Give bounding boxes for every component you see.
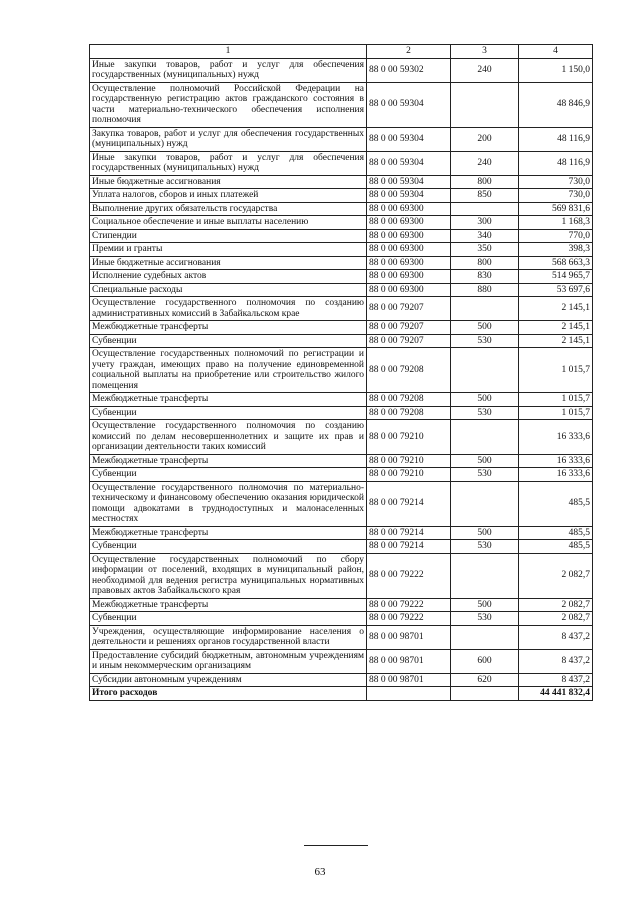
row-kvr: [451, 297, 519, 321]
row-sum: 48 116,9: [519, 151, 593, 175]
table-row: [90, 393, 593, 407]
total-kvr-cell: [451, 687, 519, 701]
row-name: Межбюджетные трансферты: [90, 526, 367, 540]
row-code: 88 0 00 79222: [367, 612, 451, 626]
row-name: Субвенции: [90, 612, 367, 626]
row-name: Уплата налогов, сборов и иных платежей: [90, 189, 367, 203]
table-row: [90, 189, 593, 203]
row-sum: 730,0: [519, 189, 593, 203]
row-name: Субвенции: [90, 468, 367, 482]
table-row: [90, 216, 593, 230]
table-row: [90, 151, 593, 175]
row-code: 88 0 00 69300: [367, 202, 451, 216]
row-kvr: 300: [451, 216, 519, 230]
row-sum: 1 015,7: [519, 406, 593, 420]
table-row: [90, 598, 593, 612]
table-row: [90, 625, 593, 649]
row-sum: 16 333,6: [519, 454, 593, 468]
row-kvr: 200: [451, 127, 519, 151]
row-name: Премии и гранты: [90, 243, 367, 257]
row-code: 88 0 00 98701: [367, 625, 451, 649]
row-sum: 770,0: [519, 229, 593, 243]
row-sum: 2 145,1: [519, 334, 593, 348]
row-kvr: 340: [451, 229, 519, 243]
table-row: [90, 526, 593, 540]
row-kvr: 600: [451, 649, 519, 673]
row-sum: 514 965,7: [519, 270, 593, 284]
row-kvr: 500: [451, 598, 519, 612]
row-code: 88 0 00 98701: [367, 673, 451, 687]
table-body: [90, 58, 593, 687]
footer-rule: [304, 845, 368, 846]
header-col-1: 1: [90, 45, 367, 59]
row-code: 88 0 00 79222: [367, 598, 451, 612]
row-name: Субвенции: [90, 334, 367, 348]
row-name: Стипендии: [90, 229, 367, 243]
row-sum: 2 082,7: [519, 598, 593, 612]
row-sum: 8 437,2: [519, 625, 593, 649]
row-name: Иные бюджетные ассигнования: [90, 256, 367, 270]
row-code: 88 0 00 79207: [367, 334, 451, 348]
row-name: Исполнение судебных актов: [90, 270, 367, 284]
row-code: 88 0 00 69300: [367, 283, 451, 297]
row-name: Межбюджетные трансферты: [90, 454, 367, 468]
row-sum: 485,5: [519, 526, 593, 540]
row-sum: 16 333,6: [519, 420, 593, 455]
table-row: [90, 175, 593, 189]
row-name: Закупка товаров, работ и услуг для обеспечения государственных (муниципальных) нужд: [90, 127, 367, 151]
row-sum: 1 015,7: [519, 393, 593, 407]
row-kvr: 850: [451, 189, 519, 203]
row-sum: 569 831,6: [519, 202, 593, 216]
row-name: Субвенции: [90, 540, 367, 554]
total-label: Итого расходов: [90, 687, 367, 701]
row-kvr: 530: [451, 406, 519, 420]
row-kvr: 350: [451, 243, 519, 257]
table-row: [90, 127, 593, 151]
table-row: [90, 256, 593, 270]
row-kvr: [451, 202, 519, 216]
table-row: [90, 540, 593, 554]
row-code: 88 0 00 69300: [367, 270, 451, 284]
row-sum: 568 663,3: [519, 256, 593, 270]
table-row: [90, 481, 593, 526]
row-name: Осуществление государственного полномочия по созданию административных комиссий в Забайкальском крае: [90, 297, 367, 321]
row-kvr: 880: [451, 283, 519, 297]
row-kvr: [451, 348, 519, 393]
table-row: [90, 468, 593, 482]
row-sum: 2 145,1: [519, 297, 593, 321]
row-name: Межбюджетные трансферты: [90, 321, 367, 335]
row-kvr: 830: [451, 270, 519, 284]
row-sum: 8 437,2: [519, 649, 593, 673]
total-code-cell: [367, 687, 451, 701]
row-name: Учреждения, осуществляющие информирование населения о деятельности и решениях органов государственной власти: [90, 625, 367, 649]
table-row: [90, 82, 593, 127]
row-name: Осуществление государственного полномочия по созданию комиссий по делам несовершеннолетних и защите их прав и организации деятельности таких комиссий: [90, 420, 367, 455]
total-row: [90, 687, 593, 701]
row-sum: 2 145,1: [519, 321, 593, 335]
table-row: [90, 673, 593, 687]
row-sum: 48 116,9: [519, 127, 593, 151]
table-row: [90, 553, 593, 598]
table-row: [90, 454, 593, 468]
row-kvr: 620: [451, 673, 519, 687]
row-kvr: 530: [451, 334, 519, 348]
row-code: 88 0 00 79208: [367, 348, 451, 393]
row-name: Субсидии автономным учреждениям: [90, 673, 367, 687]
row-code: 88 0 00 69300: [367, 256, 451, 270]
row-sum: 2 082,7: [519, 612, 593, 626]
row-kvr: 530: [451, 612, 519, 626]
header-col-3: 3: [451, 45, 519, 59]
row-code: 88 0 00 79210: [367, 454, 451, 468]
row-name: Осуществление полномочий Российской Федерации на государственную регистрацию актов гражданского состояния в части материально-технического обеспечения исполнения полномочия: [90, 82, 367, 127]
row-name: Социальное обеспечение и иные выплаты населению: [90, 216, 367, 230]
table-row: [90, 243, 593, 257]
row-code: 88 0 00 69300: [367, 243, 451, 257]
table-row: [90, 229, 593, 243]
row-code: 88 0 00 79214: [367, 540, 451, 554]
table-row: [90, 649, 593, 673]
row-code: 88 0 00 69300: [367, 229, 451, 243]
row-code: 88 0 00 69300: [367, 216, 451, 230]
table-row: [90, 334, 593, 348]
table-row: [90, 202, 593, 216]
row-code: 88 0 00 79214: [367, 481, 451, 526]
row-code: 88 0 00 79222: [367, 553, 451, 598]
row-kvr: [451, 553, 519, 598]
row-name: Предоставление субсидий бюджетным, автономным учреждениям и иным некоммерческим организациям: [90, 649, 367, 673]
table-row: [90, 612, 593, 626]
row-code: 88 0 00 59304: [367, 175, 451, 189]
row-sum: 485,5: [519, 481, 593, 526]
row-name: Иные бюджетные ассигнования: [90, 175, 367, 189]
row-name: Выполнение других обязательств государства: [90, 202, 367, 216]
row-code: 88 0 00 59304: [367, 189, 451, 203]
table-header-row: [90, 45, 593, 59]
row-kvr: 500: [451, 454, 519, 468]
row-sum: 48 846,9: [519, 82, 593, 127]
row-sum: 398,3: [519, 243, 593, 257]
row-sum: 53 697,6: [519, 283, 593, 297]
row-sum: 1 015,7: [519, 348, 593, 393]
row-name: Субвенции: [90, 406, 367, 420]
table-row: [90, 348, 593, 393]
header-col-4: 4: [519, 45, 593, 59]
row-name: Осуществление государственных полномочий по регистрации и учету граждан, имеющих право на получение единовременной социальной выплаты на приобретение или строительство жилого помещения: [90, 348, 367, 393]
row-code: 88 0 00 79210: [367, 468, 451, 482]
row-kvr: [451, 625, 519, 649]
row-code: 88 0 00 59304: [367, 127, 451, 151]
row-kvr: [451, 481, 519, 526]
table-row: [90, 283, 593, 297]
row-code: 88 0 00 79207: [367, 321, 451, 335]
row-code: 88 0 00 59304: [367, 82, 451, 127]
row-sum: 8 437,2: [519, 673, 593, 687]
row-kvr: 240: [451, 58, 519, 82]
row-name: Осуществление государственного полномочия по материально-техническому и финансовому обеспечению оказания юридической помощи адвокатами в труднодоступных и малонаселенных местностях: [90, 481, 367, 526]
row-kvr: 530: [451, 468, 519, 482]
table-row: [90, 58, 593, 82]
row-code: 88 0 00 79208: [367, 406, 451, 420]
row-sum: 1 150,0: [519, 58, 593, 82]
row-kvr: 800: [451, 256, 519, 270]
page-number: 63: [314, 866, 326, 878]
row-kvr: [451, 420, 519, 455]
row-kvr: 500: [451, 526, 519, 540]
row-name: Иные закупки товаров, работ и услуг для обеспечения государственных (муниципальных) нужд: [90, 58, 367, 82]
row-name: Осуществление государственных полномочий по сбору информации от поселений, входящих в муниципальный район, необходимой для ведения регистра муниципальных нормативных правовых актов Забайкальского края: [90, 553, 367, 598]
row-kvr: 240: [451, 151, 519, 175]
row-kvr: 500: [451, 393, 519, 407]
table-row: [90, 406, 593, 420]
row-name: Специальные расходы: [90, 283, 367, 297]
row-code: 88 0 00 98701: [367, 649, 451, 673]
table-row: [90, 297, 593, 321]
row-code: 88 0 00 79207: [367, 297, 451, 321]
total-sum: 44 441 832,4: [519, 687, 593, 701]
row-kvr: 500: [451, 321, 519, 335]
table-row: [90, 420, 593, 455]
row-code: 88 0 00 79210: [367, 420, 451, 455]
table-row: [90, 321, 593, 335]
row-code: 88 0 00 59304: [367, 151, 451, 175]
row-code: 88 0 00 59302: [367, 58, 451, 82]
table-row: [90, 270, 593, 284]
row-sum: 730,0: [519, 175, 593, 189]
row-code: 88 0 00 79214: [367, 526, 451, 540]
row-sum: 485,5: [519, 540, 593, 554]
expenditure-table: [89, 44, 593, 701]
row-kvr: 800: [451, 175, 519, 189]
row-sum: 2 082,7: [519, 553, 593, 598]
row-kvr: [451, 82, 519, 127]
row-name: Межбюджетные трансферты: [90, 598, 367, 612]
row-kvr: 530: [451, 540, 519, 554]
row-code: 88 0 00 79208: [367, 393, 451, 407]
row-sum: 16 333,6: [519, 468, 593, 482]
row-name: Иные закупки товаров, работ и услуг для обеспечения государственных (муниципальных) нужд: [90, 151, 367, 175]
header-col-2: 2: [367, 45, 451, 59]
row-sum: 1 168,3: [519, 216, 593, 230]
row-name: Межбюджетные трансферты: [90, 393, 367, 407]
